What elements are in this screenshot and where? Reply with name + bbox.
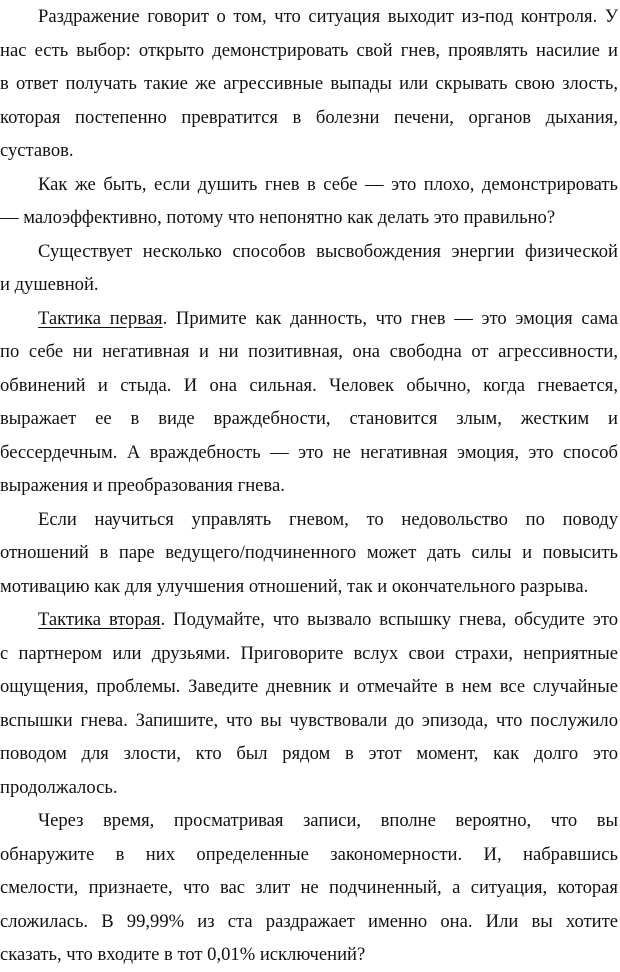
text-line: обвинений и стыда. И она сильная. Человек обычно, когда гневается, xyxy=(0,374,618,396)
text-line: Если научиться управлять гневом, то недовольство по поводу xyxy=(38,508,618,530)
paragraph-5 xyxy=(0,503,618,604)
paragraph-1 xyxy=(0,0,618,168)
text-line: суставов. xyxy=(0,140,74,161)
text-line: Раздражение говорит о том, что ситуация выходит из-под контроля. У xyxy=(38,6,618,27)
text-line: сложилась. В 99,99% из ста раздражает именно она. Или вы хотите xyxy=(0,910,618,932)
text-line: — малоэффективно, потому что непонятно как делать это правильно? xyxy=(0,207,556,228)
text-line: в ответ получать такие же агрессивные выпады или скрывать свою злость, xyxy=(0,73,618,94)
text-line: сказать, что входите в тот 0,01% исключений? xyxy=(0,944,366,965)
text-run: . Примите как данность, что гнев — это эмоция сама xyxy=(162,307,618,329)
text-line: Существует несколько способов высвобождения энергии физической xyxy=(38,240,618,262)
tactic-heading-second: Тактика вторая xyxy=(38,609,161,630)
text-line: выражения и преобразования гнева. xyxy=(0,475,285,496)
text-line: обнаружите в них определенные закономерности. И, набравшись xyxy=(0,843,618,865)
paragraph-tactic-second xyxy=(0,603,618,804)
text-line: с партнером или друзьями. Приговорите вслух свои страхи, неприятные xyxy=(0,642,618,664)
text-line: смелости, признаете, что вас злит не подчиненный, а ситуация, которая xyxy=(0,877,618,898)
text-line: бессердечным. А враждебность — это не негативная эмоция, это способ xyxy=(0,441,618,463)
text-line: ощущения, проблемы. Заведите дневник и отмечайте в нем все случайные xyxy=(0,676,618,697)
text-line: нас есть выбор: открыто демонстрировать свой гнев, проявлять насилие и xyxy=(0,39,618,61)
text-run: . Подумайте, что вызвало вспышку гнева, обсудите это xyxy=(160,609,618,630)
text-line: продолжалось. xyxy=(0,776,118,798)
text-line: мотивацию как для улучшения отношений, так и окончательного разрыва. xyxy=(0,575,589,597)
text-line: которая постепенно превратится в болезни печени, органов дыхания, xyxy=(0,106,618,128)
text-line: по себе ни негативная и ни позитивная, она свободна от агрессивности, xyxy=(0,341,618,362)
text-line: поводом для злости, кто был рядом в этот момент, как долго это xyxy=(0,743,618,764)
paragraph-3 xyxy=(0,235,618,302)
paragraph-2 xyxy=(0,168,618,235)
text-line: Через время, просматривая записи, вполне вероятно, что вы xyxy=(38,810,618,831)
text-line: отношений в паре ведущего/подчиненного может дать силы и повысить xyxy=(0,542,618,563)
tactic-heading-first: Тактика первая xyxy=(38,307,163,329)
text-line: вспышки гнева. Запишите, что вы чувствовали до эпизода, что послужило xyxy=(0,709,618,731)
paragraph-7 xyxy=(0,804,618,972)
text-line: выражает ее в виде враждебности, становится злым, жестким и xyxy=(0,408,618,429)
text-line xyxy=(0,302,618,336)
text-line: Как же быть, если душить гнев в себе — это плохо, демонстрировать xyxy=(38,173,618,195)
text-line: и душевной. xyxy=(0,274,99,295)
paragraph-tactic-first xyxy=(0,302,618,503)
text-line xyxy=(0,603,618,637)
